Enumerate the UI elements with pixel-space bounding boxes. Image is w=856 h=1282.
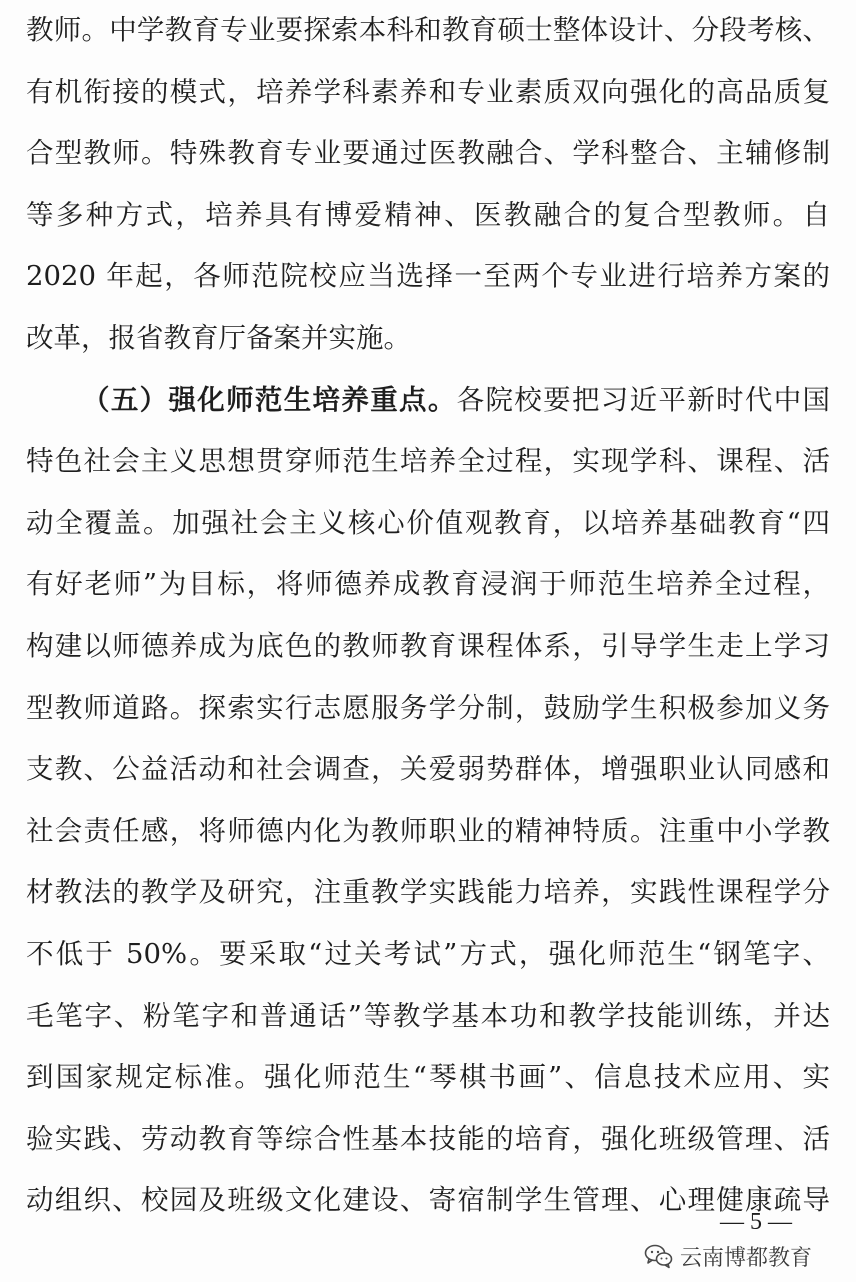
- watermark: [644, 1238, 812, 1274]
- text-line: 动组织、校园及班级文化建设、寄宿制学生管理、心理健康疏导: [26, 1184, 830, 1217]
- text-run: 各院校要把习近平新时代中国: [456, 383, 830, 416]
- text-line: 特色社会主义思想贯穿师范生培养全过程，实现学科、课程、活: [26, 445, 830, 478]
- text-line: 2020 年起，各师范院校应当选择一至两个专业进行培养方案的: [26, 260, 830, 293]
- text-line: 有机衔接的模式，培养学科素养和专业素质双向强化的高品质复: [26, 75, 830, 108]
- text-line: 改革，报省教育厅备案并实施。: [26, 321, 411, 354]
- text-line: 等多种方式，培养具有博爱精神、医教融合的复合型教师。自: [26, 198, 830, 231]
- text-line: 有好老师”为目标，将师德养成教育浸润于师范生培养全过程，: [26, 568, 830, 601]
- section-heading: （五）强化师范生培养重点。: [82, 383, 457, 416]
- paragraph-1: [26, 0, 830, 370]
- text-line: 支教、公益活动和社会调查，关爱弱势群体，增强职业认同感和: [26, 753, 830, 786]
- text-line: 型教师道路。探索实行志愿服务学分制，鼓励学生积极参加义务: [26, 691, 830, 724]
- text-line: 验实践、劳动教育等综合性基本技能的培育，强化班级管理、活: [26, 1122, 830, 1155]
- text-line: 动全覆盖。加强社会主义核心价值观教育，以培养基础教育“四: [26, 506, 830, 539]
- text-line: 社会责任感，将师德内化为教师职业的精神特质。注重中小学教: [26, 814, 830, 847]
- document-body: [26, 0, 830, 1232]
- text-line-with-heading: [26, 370, 830, 432]
- page-number: — 5 —: [720, 1209, 792, 1235]
- text-line: 教师。中学教育专业要探索本科和教育硕士整体设计、分段考核、: [26, 14, 830, 46]
- watermark-text: 云南博都教育: [680, 1245, 813, 1271]
- paragraph-2: [26, 370, 830, 1232]
- text-line: 到国家规定标准。强化师范生“琴棋书画”、信息技术应用、实: [26, 1061, 830, 1094]
- text-line: 合型教师。特殊教育专业要通过医教融合、学科整合、主辅修制: [26, 137, 830, 170]
- text-line: 构建以师德养成为底色的教师教育课程体系，引导学生走上学习: [26, 629, 830, 662]
- text-line: 材教法的教学及研究，注重教学实践能力培养，实践性课程学分: [26, 876, 830, 909]
- text-line: 毛笔字、粉笔字和普通话”等教学基本功和教学技能训练，并达: [26, 999, 830, 1032]
- wechat-icon: [644, 1243, 674, 1269]
- text-line: 不低于 50%。要采取“过关考试”方式，强化师范生“钢笔字、: [26, 937, 830, 970]
